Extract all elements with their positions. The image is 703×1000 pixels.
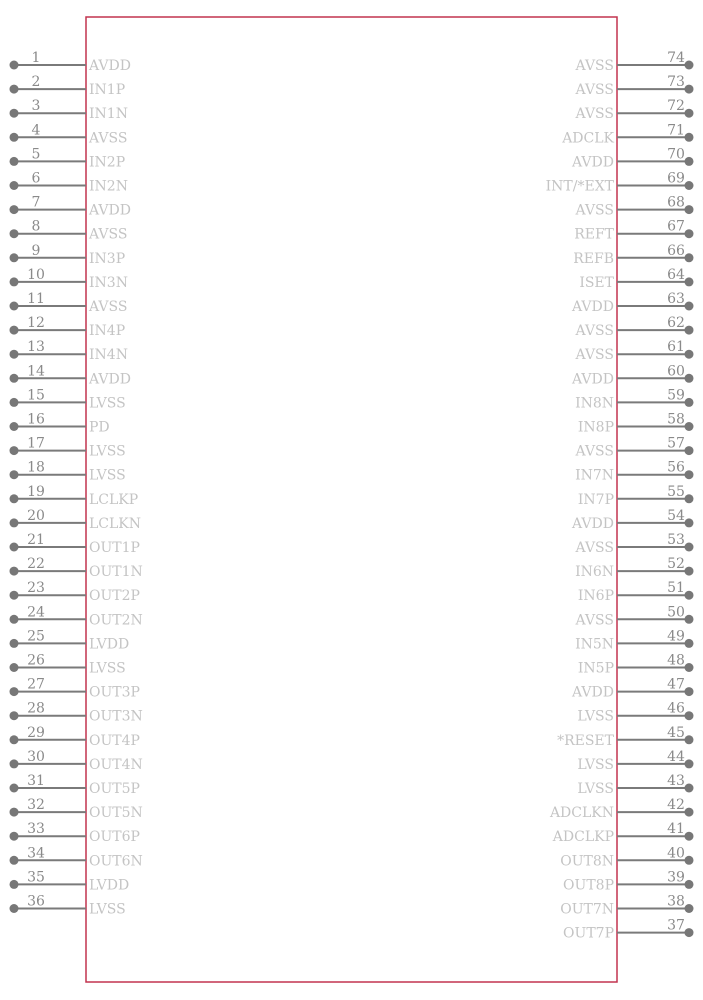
right-pin-51	[578, 580, 694, 604]
pin-number: 25	[27, 628, 45, 645]
pin-number: 49	[667, 628, 685, 645]
pin-number: 70	[667, 146, 685, 163]
pin-number: 11	[27, 291, 45, 307]
pin-endpoint-dot	[685, 808, 694, 817]
pin-name: INT/*EXT	[545, 178, 614, 195]
pin-endpoint-dot	[685, 494, 694, 503]
pin-number: 20	[27, 507, 45, 524]
right-pin-67	[574, 219, 693, 243]
pin-number: 72	[667, 98, 685, 115]
pin-number: 19	[27, 483, 45, 500]
pin-name: AVDD	[572, 299, 614, 315]
pin-number: 53	[667, 532, 685, 548]
pin-endpoint-dot	[10, 398, 19, 407]
pin-number: 55	[667, 483, 685, 500]
pin-name: IN1N	[89, 106, 128, 123]
pin-name: ISET	[579, 274, 614, 291]
pin-endpoint-dot	[685, 253, 694, 262]
pin-endpoint-dot	[685, 904, 694, 913]
pin-endpoint-dot	[685, 784, 694, 793]
right-pin-40	[560, 845, 693, 869]
right-pin-46	[577, 701, 693, 725]
left-pin-28	[10, 701, 143, 725]
pin-endpoint-dot	[685, 85, 694, 94]
pin-endpoint-dot	[10, 543, 19, 552]
pin-name: LCLKP	[89, 491, 139, 508]
pin-number: 4	[31, 122, 41, 139]
left-pin-12	[10, 315, 126, 339]
pin-number: 3	[31, 98, 41, 115]
pin-number: 17	[27, 435, 45, 452]
pin-name: LVSS	[577, 756, 614, 773]
left-pin-20	[10, 508, 142, 532]
left-pin-10	[10, 267, 128, 291]
pin-name: IN1P	[89, 82, 126, 99]
pin-number: 45	[667, 724, 685, 741]
right-pin-59	[575, 387, 693, 411]
right-pin-64	[579, 267, 693, 291]
pin-number: 12	[27, 315, 45, 332]
right-pin-38	[560, 894, 693, 918]
pin-endpoint-dot	[10, 109, 19, 118]
pin-name: IN2P	[89, 154, 126, 171]
pin-name: IN3N	[89, 274, 128, 291]
pin-endpoint-dot	[10, 615, 19, 624]
pin-endpoint-dot	[685, 687, 694, 696]
pin-name: LVDD	[89, 877, 130, 894]
pin-number: 57	[667, 435, 685, 452]
pin-number: 71	[667, 122, 685, 139]
right-pin-52	[575, 556, 693, 580]
pin-endpoint-dot	[10, 856, 19, 865]
right-pin-39	[563, 869, 693, 893]
pin-endpoint-dot	[10, 229, 19, 238]
pin-name: AVDD	[89, 58, 131, 74]
pin-number: 36	[27, 893, 45, 910]
pin-name: IN8P	[577, 419, 614, 436]
left-pin-9	[10, 243, 126, 267]
pin-endpoint-dot	[685, 422, 694, 431]
pin-endpoint-dot	[685, 591, 694, 600]
pin-name: IN4P	[89, 323, 126, 340]
left-pin-7	[10, 195, 131, 219]
right-pin-54	[571, 508, 693, 532]
right-pin-37	[563, 918, 693, 942]
pin-name: IN6N	[575, 564, 614, 581]
pin-name: LVSS	[89, 467, 126, 484]
pin-number: 39	[667, 869, 685, 886]
pin-endpoint-dot	[10, 567, 19, 576]
pin-name: REFB	[573, 250, 614, 267]
pin-number: 51	[667, 580, 685, 597]
pin-name: OUT1N	[89, 564, 143, 581]
pin-number: 62	[667, 315, 685, 332]
pin-endpoint-dot	[685, 277, 694, 286]
right-pin-group	[546, 50, 694, 942]
pin-endpoint-dot	[685, 735, 694, 744]
pin-number: 41	[667, 821, 685, 838]
left-pin-36	[10, 894, 126, 918]
pin-name: OUT1P	[89, 540, 140, 556]
pin-number: 29	[27, 724, 45, 741]
left-pin-33	[10, 821, 140, 845]
right-pin-58	[578, 412, 694, 436]
pin-number: 56	[667, 459, 685, 476]
right-pin-56	[575, 460, 693, 484]
pin-number: 59	[667, 387, 685, 404]
pin-endpoint-dot	[685, 543, 694, 552]
pin-number: 74	[667, 50, 685, 66]
pin-endpoint-dot	[10, 687, 19, 696]
pin-number: 18	[27, 459, 45, 476]
pin-endpoint-dot	[10, 350, 19, 359]
pin-endpoint-dot	[10, 374, 19, 383]
pin-number: 44	[667, 748, 685, 765]
pin-number: 26	[27, 652, 45, 669]
right-pin-42	[549, 797, 694, 821]
pin-endpoint-dot	[685, 880, 694, 889]
pin-endpoint-dot	[10, 832, 19, 841]
pin-number: 14	[27, 363, 45, 380]
pin-name: OUT2P	[89, 588, 140, 605]
pin-number: 31	[27, 773, 45, 789]
pin-endpoint-dot	[685, 470, 694, 479]
pin-number: 50	[667, 604, 685, 621]
left-pin-29	[10, 725, 140, 749]
pin-number: 66	[667, 242, 685, 259]
pin-endpoint-dot	[10, 446, 19, 455]
pin-name: AVSS	[575, 58, 614, 74]
pin-name: *RESET	[557, 732, 614, 749]
pin-endpoint-dot	[685, 639, 694, 648]
component-body	[86, 17, 617, 982]
pin-name: ADCLKP	[552, 829, 614, 846]
pin-endpoint-dot	[10, 61, 19, 70]
pin-endpoint-dot	[10, 591, 19, 600]
pin-endpoint-dot	[685, 759, 694, 768]
pin-number: 43	[667, 773, 685, 789]
pin-name: ADCLK	[562, 130, 614, 147]
pin-name: OUT8N	[560, 853, 614, 870]
pin-number: 24	[27, 604, 45, 621]
right-pin-44	[577, 749, 693, 773]
right-pin-73	[575, 74, 694, 98]
left-pin-18	[10, 460, 126, 484]
pin-number: 60	[667, 363, 685, 380]
pin-name: OUT5N	[89, 805, 143, 822]
pin-endpoint-dot	[10, 253, 19, 262]
pin-endpoint-dot	[685, 856, 694, 865]
pin-name: AVSS	[89, 226, 128, 243]
pin-number: 8	[31, 218, 41, 235]
pin-name: AVSS	[575, 347, 614, 364]
pin-endpoint-dot	[10, 518, 19, 527]
right-pin-68	[575, 195, 694, 219]
left-pin-2	[10, 74, 126, 98]
right-pin-69	[546, 171, 694, 195]
pin-name: PD	[89, 419, 110, 436]
pin-endpoint-dot	[10, 639, 19, 648]
pin-number: 15	[27, 387, 45, 404]
pin-endpoint-dot	[10, 326, 19, 335]
pin-name: LVSS	[89, 395, 126, 412]
pin-number: 23	[27, 580, 45, 597]
pin-number: 9	[31, 242, 41, 259]
pin-number: 10	[27, 266, 45, 283]
pin-name: AVSS	[575, 612, 614, 629]
pin-number: 38	[667, 893, 685, 910]
right-pin-70	[571, 146, 693, 170]
pin-name: IN4N	[89, 347, 128, 364]
pin-name: AVSS	[575, 540, 614, 556]
pin-number: 46	[667, 700, 685, 717]
pin-name: OUT3N	[89, 708, 143, 725]
right-pin-62	[575, 315, 694, 339]
pin-endpoint-dot	[10, 784, 19, 793]
left-pin-31	[10, 773, 140, 797]
pin-number: 7	[31, 194, 41, 211]
pin-name: LVDD	[89, 636, 130, 653]
left-pin-6	[10, 171, 128, 195]
pin-endpoint-dot	[685, 350, 694, 359]
pin-name: LVSS	[577, 781, 614, 797]
pin-name: AVSS	[575, 323, 614, 340]
left-pin-25	[10, 628, 130, 652]
pin-endpoint-dot	[685, 518, 694, 527]
pin-name: OUT4N	[89, 756, 143, 773]
pin-name: OUT8P	[563, 877, 614, 894]
left-pin-group	[10, 50, 143, 918]
left-pin-19	[10, 484, 139, 508]
pin-endpoint-dot	[10, 880, 19, 889]
right-pin-55	[578, 484, 694, 508]
pin-endpoint-dot	[685, 205, 694, 214]
left-pin-26	[10, 653, 126, 677]
pin-name: IN5P	[577, 660, 614, 677]
pin-number: 69	[667, 170, 685, 187]
right-pin-41	[552, 821, 694, 845]
pin-name: OUT3P	[89, 684, 140, 701]
pin-endpoint-dot	[10, 277, 19, 286]
pin-endpoint-dot	[685, 398, 694, 407]
left-pin-3	[10, 98, 128, 122]
right-pin-71	[561, 122, 693, 146]
right-pin-74	[575, 50, 694, 74]
right-pin-53	[575, 532, 694, 556]
pin-name: LCLKN	[89, 515, 142, 532]
right-pin-66	[573, 243, 693, 267]
pin-endpoint-dot	[685, 229, 694, 238]
pin-name: AVSS	[575, 202, 614, 219]
pin-number: 58	[667, 411, 685, 428]
pin-endpoint-dot	[10, 133, 19, 142]
pin-endpoint-dot	[685, 446, 694, 455]
pin-endpoint-dot	[10, 494, 19, 503]
left-pin-22	[10, 556, 143, 580]
pin-number: 16	[27, 411, 45, 428]
right-pin-57	[575, 436, 694, 460]
right-pin-47	[571, 677, 693, 701]
left-pin-11	[10, 291, 128, 315]
pin-endpoint-dot	[685, 928, 694, 937]
pin-endpoint-dot	[10, 157, 19, 166]
pin-endpoint-dot	[10, 85, 19, 94]
pin-endpoint-dot	[685, 302, 694, 311]
left-pin-17	[10, 436, 126, 460]
pin-number: 40	[667, 845, 685, 862]
pin-name: IN8N	[575, 395, 614, 412]
pin-name: ADCLKN	[549, 805, 614, 822]
left-pin-13	[10, 339, 128, 363]
pin-name: AVSS	[575, 82, 614, 99]
pin-name: IN6P	[577, 588, 614, 605]
pin-number: 5	[31, 146, 41, 163]
left-pin-35	[10, 869, 130, 893]
pin-endpoint-dot	[685, 711, 694, 720]
pin-endpoint-dot	[10, 302, 19, 311]
right-pin-48	[578, 653, 694, 677]
pin-endpoint-dot	[10, 735, 19, 744]
pin-number: 64	[667, 266, 685, 283]
right-pin-45	[557, 725, 693, 749]
right-pin-63	[571, 291, 693, 315]
left-pin-21	[10, 532, 140, 556]
pin-number: 47	[667, 676, 685, 693]
left-pin-8	[10, 219, 128, 243]
pin-name: LVSS	[89, 660, 126, 677]
pin-name: OUT4P	[89, 732, 140, 749]
pin-number: 52	[667, 556, 685, 573]
pin-endpoint-dot	[685, 109, 694, 118]
right-pin-43	[577, 773, 693, 797]
left-pin-16	[10, 412, 110, 436]
pin-endpoint-dot	[685, 181, 694, 190]
pin-name: OUT6N	[89, 853, 143, 870]
right-pin-61	[575, 339, 694, 363]
pin-name: IN3P	[89, 250, 126, 267]
pin-number: 48	[667, 652, 685, 669]
left-pin-15	[10, 387, 126, 411]
pin-name: AVDD	[572, 684, 614, 701]
pin-number: 28	[27, 700, 45, 717]
left-pin-24	[10, 604, 143, 628]
left-pin-34	[10, 845, 143, 869]
pin-endpoint-dot	[10, 470, 19, 479]
pin-name: AVSS	[89, 130, 128, 147]
pin-name: LVSS	[89, 443, 126, 460]
left-pin-27	[10, 677, 140, 701]
pin-endpoint-dot	[10, 904, 19, 913]
pin-endpoint-dot	[10, 181, 19, 190]
pin-endpoint-dot	[685, 567, 694, 576]
left-pin-32	[10, 797, 143, 821]
pin-name: AVDD	[89, 202, 131, 219]
pin-number: 32	[27, 797, 45, 814]
pin-name: LVSS	[577, 708, 614, 725]
pin-name: IN7N	[575, 467, 614, 484]
pin-number: 35	[27, 869, 45, 886]
pin-number: 67	[667, 218, 685, 235]
pin-endpoint-dot	[685, 832, 694, 841]
pin-name: REFT	[574, 226, 614, 243]
pin-name: AVDD	[572, 154, 614, 171]
pin-endpoint-dot	[10, 711, 19, 720]
pin-name: IN5N	[575, 636, 614, 653]
pin-endpoint-dot	[685, 157, 694, 166]
pin-name: IN7P	[577, 491, 614, 508]
left-pin-4	[10, 122, 128, 146]
left-pin-1	[10, 50, 131, 74]
right-pin-50	[575, 604, 694, 628]
pin-name: OUT6P	[89, 829, 140, 846]
pin-name: AVDD	[89, 371, 131, 388]
pin-number: 22	[27, 556, 45, 573]
pin-number: 30	[27, 748, 45, 765]
pin-endpoint-dot	[685, 615, 694, 624]
left-pin-5	[10, 146, 126, 170]
pin-number: 42	[667, 797, 685, 814]
pin-endpoint-dot	[10, 808, 19, 817]
pin-endpoint-dot	[10, 759, 19, 768]
pin-number: 2	[31, 74, 41, 91]
pin-endpoint-dot	[685, 374, 694, 383]
right-pin-60	[571, 363, 693, 387]
pin-number: 33	[27, 821, 45, 838]
pin-number: 54	[667, 507, 685, 524]
pin-number: 63	[667, 291, 685, 307]
pin-name: AVSS	[575, 443, 614, 460]
left-pin-23	[10, 580, 140, 604]
pin-number: 61	[667, 339, 685, 356]
pin-name: IN2N	[89, 178, 128, 195]
pin-number: 27	[27, 676, 45, 693]
pin-number: 13	[27, 339, 45, 356]
pin-number: 73	[667, 74, 685, 91]
pin-number: 21	[27, 532, 45, 548]
pin-name: AVDD	[572, 515, 614, 532]
pin-endpoint-dot	[685, 61, 694, 70]
pin-endpoint-dot	[10, 663, 19, 672]
pin-number: 1	[31, 50, 41, 66]
pin-name: OUT7P	[563, 925, 614, 942]
left-pin-30	[10, 749, 143, 773]
pin-name: AVSS	[575, 106, 614, 123]
pin-number: 6	[31, 170, 41, 187]
pin-endpoint-dot	[685, 663, 694, 672]
pin-endpoint-dot	[10, 422, 19, 431]
pin-number: 37	[667, 917, 685, 934]
pin-name: OUT5P	[89, 781, 140, 797]
pin-endpoint-dot	[10, 205, 19, 214]
pin-name: AVSS	[89, 299, 128, 315]
pin-name: LVSS	[89, 901, 126, 918]
right-pin-49	[575, 628, 693, 652]
left-pin-14	[10, 363, 131, 387]
pin-name: AVDD	[572, 371, 614, 388]
pin-name: OUT2N	[89, 612, 143, 629]
pin-number: 68	[667, 194, 685, 211]
pin-number: 34	[27, 845, 45, 862]
pin-endpoint-dot	[685, 326, 694, 335]
pin-endpoint-dot	[685, 133, 694, 142]
pin-name: OUT7N	[560, 901, 614, 918]
right-pin-72	[575, 98, 694, 122]
